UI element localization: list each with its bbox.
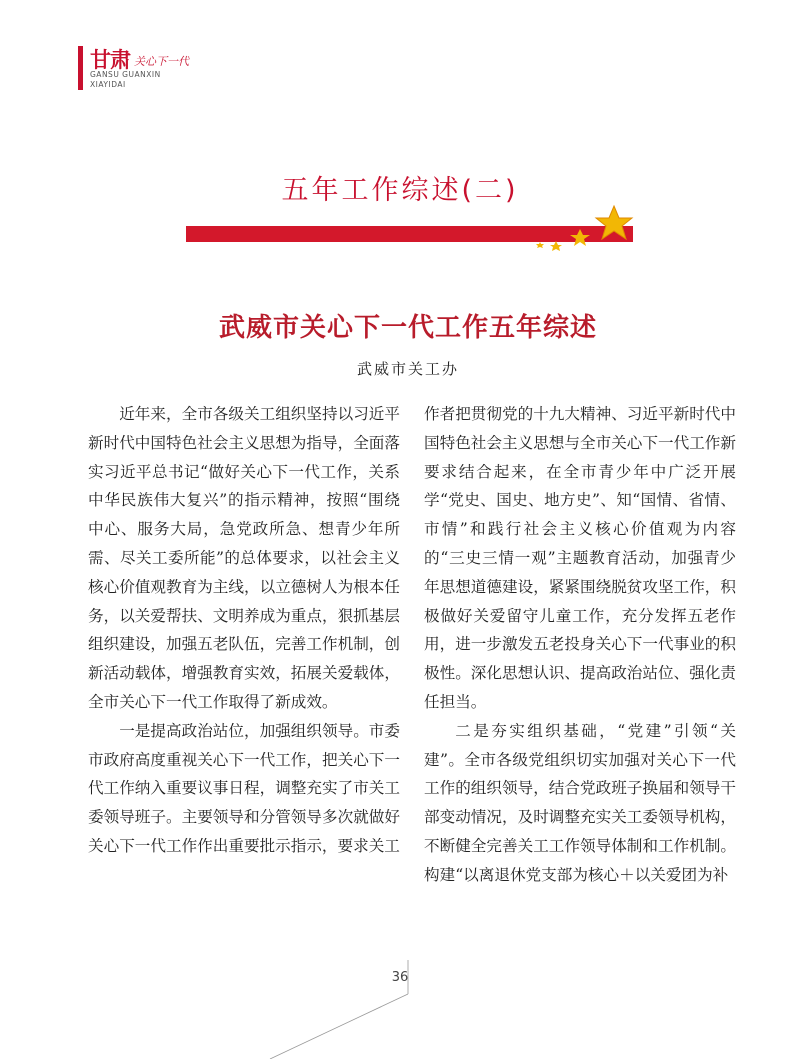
logo-english-line-2: XIAYIDAI (90, 80, 126, 89)
article-author: 武威市关工办 (356, 360, 459, 378)
left-column (88, 400, 400, 861)
logo-accent-bar (78, 46, 83, 90)
paragraph: 二是夯实组织基础，“党建”引领“关建”。全市各级党组织切实加强对关心下一代工作的组织领导，结合党政班子换届和领导干部变动情况，及时调整充实关工委领导机构，不断健全完善关工工作领导体制和工作机制。构建“以离退休党支部为核心＋以关爱团为补 (424, 721, 736, 884)
right-column (424, 400, 736, 890)
logo-main-text: 甘肃 (90, 48, 130, 72)
banner-bar (186, 226, 633, 242)
page-number: 36 (391, 970, 409, 985)
star-small-icon (550, 241, 562, 251)
paragraph: 一是提高政治站位，加强组织领导。市委市政府高度重视关心下一代工作，把关心下一代工作纳入重要议事日程，调整充实了市关工委领导班子。主要领导和分管领导多次就做好关心下一代工作作出重要批示指示，要求关工 (88, 721, 400, 855)
star-tiny-icon (536, 242, 544, 248)
magazine-logo (78, 44, 218, 94)
article-title: 武威市关心下一代工作五年综述 (218, 313, 597, 343)
paragraph: 近年来，全市各级关工组织坚持以习近平新时代中国特色社会主义思想为指导，全面落实习近平总书记“做好关心下一代工作，关系中华民族伟大复兴”的指示精神，按照“围绕中心、服务大局，急党政所急、想青少年所需、尽关工委所能”的总体要求，以社会主义核心价值观教育为主线，以立德树人为根本任务，以关爱帮扶、文明养成为重点，狠抓基层组织建设，加强五老队伍，完善工作机制，创新活动载体，增强教育实效，拓展关爱载体，全市关心下一代工作取得了新成效。 (88, 405, 400, 711)
logo-english-line-1: GANSU GUANXIN (90, 70, 161, 79)
logo-sub-text: 关心下一代 (134, 55, 189, 68)
red-banner-with-stars (186, 200, 636, 260)
paragraph: 作者把贯彻党的十九大精神、习近平新时代中国特色社会主义思想与全市关心下一代工作新要求结合起来，在全市青少年中广泛开展学“党史、国史、地方史”、知“国情、省情、市情”和践行社会主义核心价值观为内容的“三史三情一观”主题教育活动，加强青少年思想道德建设，紧紧围绕脱贫攻坚工作，积极做好关爱留守儿童工作，充分发挥五老作用，进一步激发五老投身关心下一代事业的积极性。深化思想认识、提高政治站位、强化责任担当。 (424, 405, 736, 711)
section-title: 五年工作综述(二) (281, 175, 519, 206)
